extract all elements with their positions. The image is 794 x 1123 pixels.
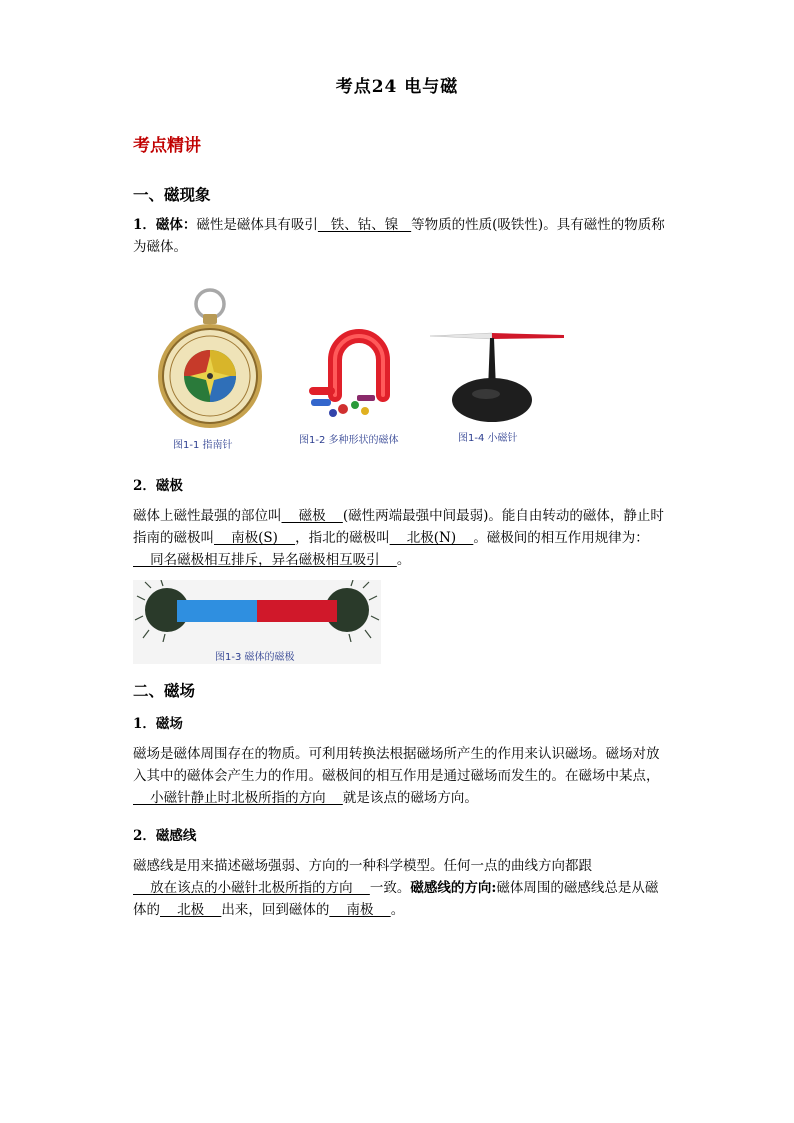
text: 。 bbox=[396, 552, 411, 568]
figure-compass bbox=[155, 286, 275, 450]
compass-icon bbox=[155, 286, 275, 436]
figure-small-needle bbox=[428, 330, 568, 450]
text: 就是该点的磁场方向。 bbox=[342, 790, 478, 806]
bar-magnet-icon bbox=[133, 580, 381, 642]
text: 。磁极间的相互作用规律为： bbox=[473, 530, 649, 546]
heading-magnetic-phenomena: 一、磁现象 bbox=[133, 185, 211, 204]
figure-various-magnets bbox=[295, 325, 425, 450]
figure-caption: 图1-4 小磁针 bbox=[458, 433, 518, 444]
paragraph-magnetic-poles bbox=[133, 505, 668, 571]
heading-magnetic-field: 二、磁场 bbox=[133, 681, 196, 700]
answer-blank: 南极 bbox=[329, 902, 391, 918]
heading-field: 1．磁场 bbox=[133, 716, 183, 732]
text: (磁性两端最强中间最弱)。能自由转动的磁体，静止时指南的磁极叫 bbox=[133, 508, 664, 546]
answer-blank: 同名磁极相互排斥，异名磁极相互吸引 bbox=[133, 552, 397, 568]
text: 出来，回到磁体的 bbox=[221, 902, 330, 918]
paragraph-magnetic-field bbox=[133, 743, 668, 809]
answer-blank: 小磁针静止时北极所指的方向 bbox=[133, 790, 343, 806]
text: 磁场是磁体周围存在的物质。可利用转换法根据磁场所产生的作用来认识磁场。磁场对放入其中的磁体会产生力的作用。磁极间的相互作用是通过磁场而发生的。在磁场中某点， bbox=[133, 746, 660, 784]
figure-bar-magnet bbox=[133, 580, 381, 664]
text: 磁感线是用来描述磁场强弱、方向的一种科学模型。任何一点的曲线方向都跟 bbox=[133, 858, 592, 874]
figure-caption: 图1-3 磁体的磁极 bbox=[215, 652, 295, 663]
horseshoe-magnet-icon bbox=[295, 325, 415, 425]
answer-blank: 北极 bbox=[160, 902, 222, 918]
figure-caption: 图1-2 多种形状的磁体 bbox=[299, 435, 399, 446]
text: 一致。 bbox=[369, 880, 411, 896]
label-magnet: 1．磁体： bbox=[133, 217, 197, 233]
answer-blank: 铁、钴、镍 bbox=[317, 217, 412, 233]
text: 磁体上磁性最强的部位叫 bbox=[133, 508, 282, 524]
answer-blank: 南极(S) bbox=[214, 530, 296, 546]
heading-magnetic-poles: 2．磁极 bbox=[133, 478, 183, 494]
text: 磁体周围的磁感线总是从磁体的 bbox=[133, 880, 659, 918]
text: ，指北的磁极叫 bbox=[295, 530, 390, 546]
heading-field-lines: 2．磁感线 bbox=[133, 828, 197, 844]
text: 磁性是磁体具有吸引 bbox=[196, 217, 318, 233]
paragraph-field-lines bbox=[133, 855, 668, 921]
bold-term: 磁感线的方向: bbox=[410, 880, 497, 896]
section-heading: 考点精讲 bbox=[133, 136, 201, 156]
paragraph-magnet bbox=[133, 214, 668, 258]
answer-blank: 放在该点的小磁针北极所指的方向 bbox=[133, 880, 370, 896]
answer-blank: 磁极 bbox=[281, 508, 343, 524]
text: 。 bbox=[390, 902, 405, 918]
magnetic-needle-icon bbox=[428, 330, 568, 426]
text: 等物质的性质(吸铁性)。具有磁性的物质称为磁体。 bbox=[133, 217, 665, 255]
page-title: 考点24 电与磁 bbox=[335, 77, 459, 97]
figure-caption: 图1-1 指南针 bbox=[173, 440, 233, 451]
answer-blank: 北极(N) bbox=[389, 530, 474, 546]
